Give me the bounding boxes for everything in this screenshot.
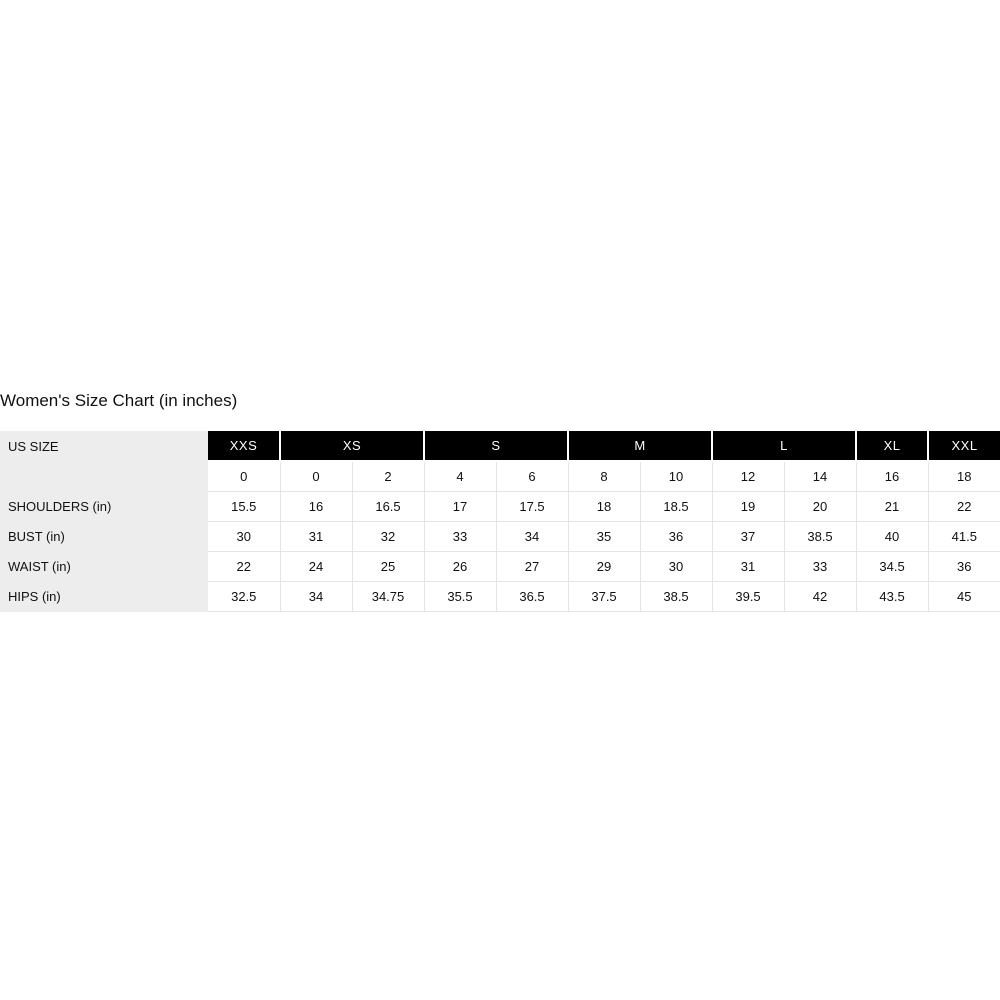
size-group-header: XL (856, 431, 928, 461)
measurement-value: 30 (208, 522, 280, 552)
measurement-value: 45 (928, 582, 1000, 612)
measurement-value: 36.5 (496, 582, 568, 612)
measurement-value: 16.5 (352, 492, 424, 522)
measurement-value: 43.5 (856, 582, 928, 612)
measurement-value: 22 (208, 552, 280, 582)
us-size-label: US SIZE (0, 431, 208, 461)
us-size-number-row (0, 461, 1000, 492)
measurement-value: 41.5 (928, 522, 1000, 552)
measurement-value: 19 (712, 492, 784, 522)
measurement-row (0, 522, 1000, 552)
measurement-value: 16 (280, 492, 352, 522)
us-size-number: 6 (496, 461, 568, 492)
measurement-value: 33 (784, 552, 856, 582)
measurement-value: 36 (928, 552, 1000, 582)
measurement-value: 34 (280, 582, 352, 612)
measurement-label: HIPS (in) (0, 582, 208, 612)
size-group-header: XXS (208, 431, 280, 461)
measurement-value: 35.5 (424, 582, 496, 612)
measurement-value: 35 (568, 522, 640, 552)
measurement-value: 30 (640, 552, 712, 582)
size-group-row (0, 431, 1000, 461)
measurement-value: 34.75 (352, 582, 424, 612)
us-size-number: 12 (712, 461, 784, 492)
measurement-value: 27 (496, 552, 568, 582)
measurement-value: 36 (640, 522, 712, 552)
measurement-value: 33 (424, 522, 496, 552)
us-size-number: 2 (352, 461, 424, 492)
measurement-value: 26 (424, 552, 496, 582)
measurement-value: 20 (784, 492, 856, 522)
measurement-label: WAIST (in) (0, 552, 208, 582)
measurement-value: 31 (712, 552, 784, 582)
measurement-value: 42 (784, 582, 856, 612)
measurement-label: SHOULDERS (in) (0, 492, 208, 522)
measurement-value: 22 (928, 492, 1000, 522)
measurement-value: 34 (496, 522, 568, 552)
measurement-value: 29 (568, 552, 640, 582)
us-size-number: 16 (856, 461, 928, 492)
measurement-value: 39.5 (712, 582, 784, 612)
size-group-header: L (712, 431, 856, 461)
measurement-value: 37.5 (568, 582, 640, 612)
size-group-header: S (424, 431, 568, 461)
us-size-number: 8 (568, 461, 640, 492)
size-group-header: XXL (928, 431, 1000, 461)
size-group-header: XS (280, 431, 424, 461)
size-chart-table (0, 431, 1000, 612)
us-size-number: 18 (928, 461, 1000, 492)
us-size-number: 10 (640, 461, 712, 492)
measurement-value: 15.5 (208, 492, 280, 522)
us-size-number: 0 (280, 461, 352, 492)
measurement-value: 37 (712, 522, 784, 552)
measurement-value: 38.5 (784, 522, 856, 552)
measurement-value: 34.5 (856, 552, 928, 582)
measurement-row (0, 582, 1000, 612)
measurement-row (0, 552, 1000, 582)
us-size-number: 0 (208, 461, 280, 492)
measurement-value: 31 (280, 522, 352, 552)
us-size-number: 4 (424, 461, 496, 492)
measurement-value: 17.5 (496, 492, 568, 522)
us-size-number: 14 (784, 461, 856, 492)
measurement-value: 38.5 (640, 582, 712, 612)
measurement-row (0, 492, 1000, 522)
measurement-value: 18.5 (640, 492, 712, 522)
size-group-header: M (568, 431, 712, 461)
size-chart-title: Women's Size Chart (in inches) (0, 391, 238, 410)
measurement-value: 32.5 (208, 582, 280, 612)
empty-label-cell (0, 461, 208, 492)
measurement-label: BUST (in) (0, 522, 208, 552)
measurement-value: 21 (856, 492, 928, 522)
measurement-value: 17 (424, 492, 496, 522)
measurement-value: 32 (352, 522, 424, 552)
measurement-value: 24 (280, 552, 352, 582)
measurement-value: 25 (352, 552, 424, 582)
measurement-value: 18 (568, 492, 640, 522)
measurement-value: 40 (856, 522, 928, 552)
